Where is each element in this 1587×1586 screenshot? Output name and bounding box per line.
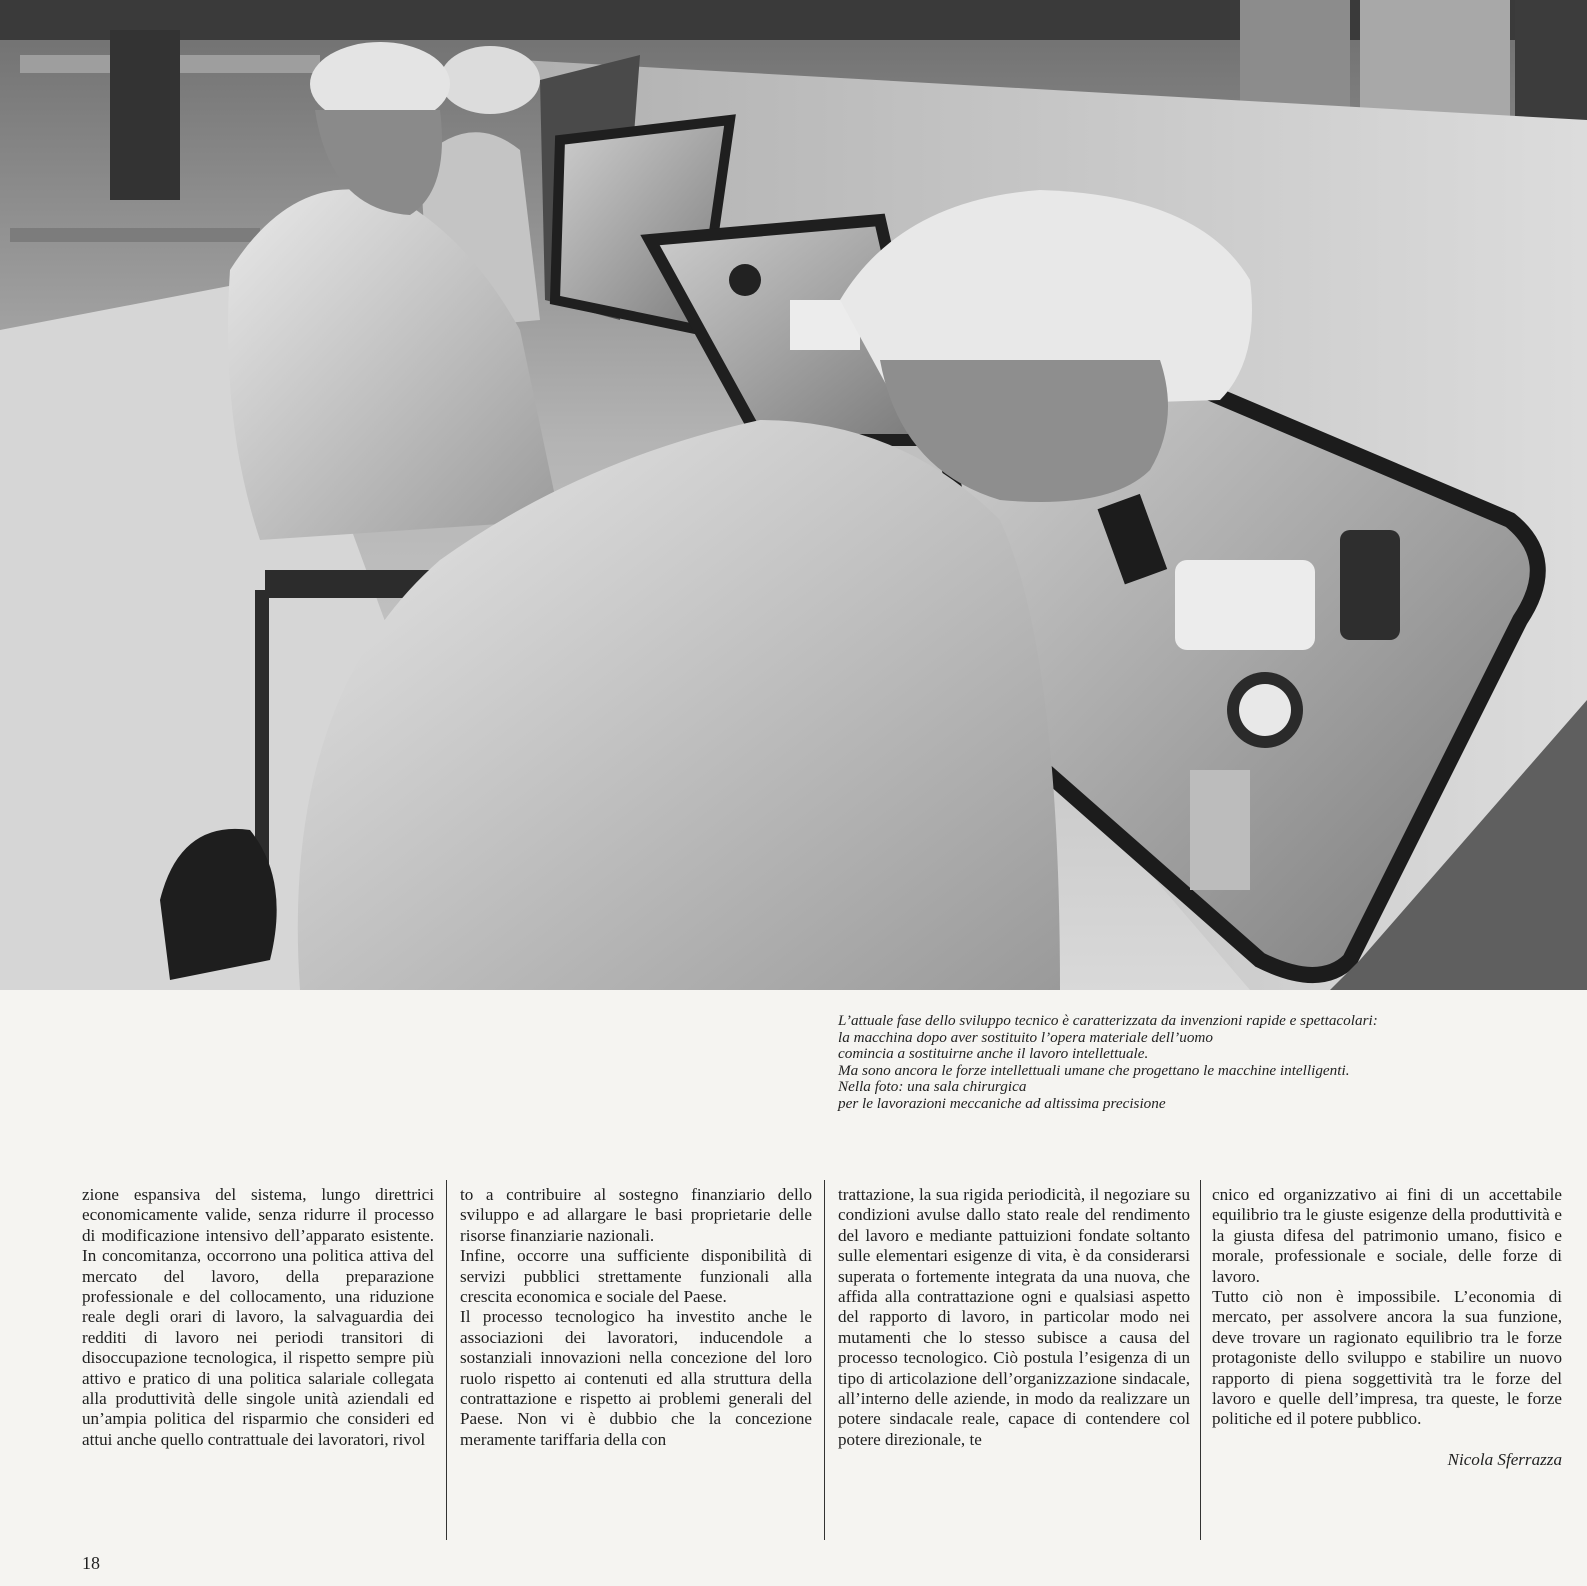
paragraph: Infine, occorre una sufficiente disponibilità di servizi pubblici strettamente funzionali alla crescita economica e sociale del Paese. [460,1246,812,1307]
text-column-1 [82,1185,434,1533]
paragraph: Il processo tecnologico ha investito anche le associazioni dei lavoratori, inducendole a sostanziali innovazioni nella concezione del loro ruolo rispetto ai contenuti ed alla struttura della contrattazione e rispetto ai problemi generali del Paese. Non vi è dubbio che la concezione meramente tariffaria della con [460,1307,812,1449]
caption-line: per le lavorazioni meccaniche ad altissima precisione [838,1094,1166,1112]
photo-caption [838,1013,1573,1113]
caption-line: L’attuale fase dello sviluppo tecnico è caratterizzata da invenzioni rapide e spettacolari: [838,1012,1378,1029]
column-divider [824,1180,825,1540]
caption-line: Nella foto: una sala chirurgica [838,1078,1027,1096]
caption-line: Ma sono ancora le forze intellettuali umane che progettano le macchine intelligenti. [838,1061,1350,1079]
column-divider [1200,1180,1201,1540]
text-column-4 [1212,1185,1562,1533]
paragraph: cnico ed organizzativo ai fini di un accettabile equilibrio tra le giuste esigenze della produttività e la giusta difesa del patrimonio umano, fisico e morale, professionale e sociale, delle forze di lavoro. [1212,1185,1562,1286]
caption-line: comincia a sostituirne anche il lavoro intellettuale. [838,1045,1149,1063]
caption-line: la macchina dopo aver sostituito l’opera materiale dell’uomo [838,1028,1213,1046]
paragraph: trattazione, la sua rigida periodicità, il negoziare su condizioni avulse dallo stato reale del rendimento del lavoro e mediante pattuizioni fondate soltanto sulle elementari esigenze di vita, è da considerarsi superata o fortemente integrata da una nuova, che affida alla contrattazione ogni e qualsiasi aspetto del rapporto di lavoro, in particolar modo nei mutamenti che lo stesso subisce a causa del processo tecnologico. Ciò postula l’esigenza di un tipo di articolazione dell’organizzazione sindacale, all’interno delle aziende, in modo da realizzare un potere sindacale reale, capace di contendere col potere direzionale, te [838,1185,1190,1449]
text-column-3 [838,1185,1190,1533]
page-number: 18 [82,1553,100,1573]
author-signature: Nicola Sferrazza [1447,1449,1562,1469]
paragraph: to a contribuire al sostegno finanziario dello sviluppo e ad allargare le basi proprietarie delle risorse finanziarie nazionali. [460,1185,812,1245]
text-column-2 [460,1185,812,1533]
paragraph: zione espansiva del sistema, lungo direttrici economicamente valide, senza ridurre il processo di modificazione intensivo dell’apparato esistente. In concomitanza, occorrono una politica attiva del mercato del lavoro, della preparazione professionale e del collocamento, una riduzione reale degli orari di lavoro, la salvaguardia dei redditi di lavoro nei periodi transitori di disoccupazione tecnologica, il rispetto sempre più attivo e pratico di una politica salariale collegata alla produttività delle singole unità aziendali ed un’ampia politica del risparmio che consideri ed attui anche quello contrattuale dei lavoratori, rivol [82,1185,434,1449]
paragraph: Tutto ciò non è impossibile. L’economia di mercato, per assolvere ancora la sua funzione, deve trovare un ragionato equilibrio tra le forze protagoniste dello sviluppo e stabilire un nuovo rapporto di piena soggettività tra le forze del lavoro e quelle dell’impresa, tra queste, le forze politiche ed il potere pubblico. [1212,1287,1562,1429]
column-divider [446,1180,447,1540]
